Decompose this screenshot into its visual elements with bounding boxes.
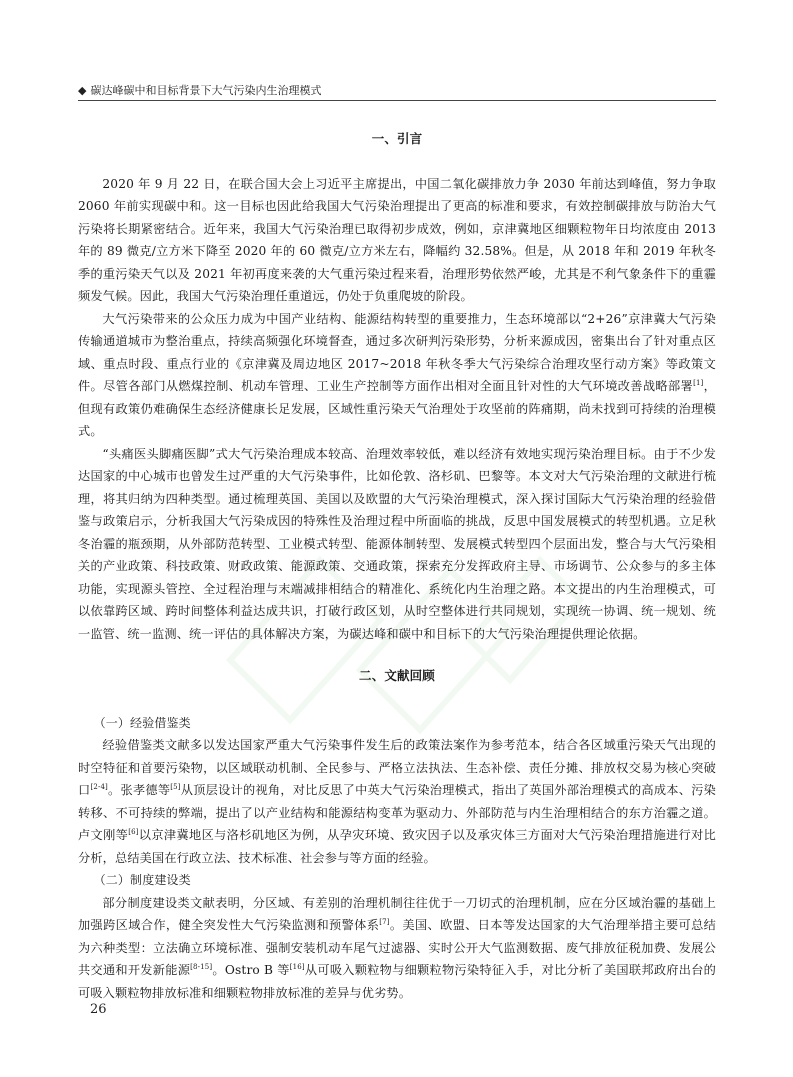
citation-ref[interactable]: [8-15] <box>190 963 213 971</box>
diamond-icon: ◆ <box>78 83 87 97</box>
page-number: 26 <box>90 1002 107 1017</box>
subsection-heading-experience: （一）经验借鉴类 <box>93 715 191 730</box>
section-heading-introduction: 一、引言 <box>371 131 423 146</box>
running-header-title: 碳达峰碳中和目标背景下大气污染内生治理模式 <box>90 84 322 97</box>
citation-ref[interactable]: [2-4] <box>90 783 108 791</box>
citation-ref[interactable]: [1] <box>693 379 704 387</box>
header-divider <box>78 100 716 101</box>
citation-ref[interactable]: [6] <box>128 828 139 836</box>
running-header <box>78 82 718 98</box>
subsection-heading-institutional: （二）制度建设类 <box>93 873 191 887</box>
review-paragraph-1: 经验借鉴类文献多以发达国家严重大气污染事件发生后的政策法案作为参考范本，结合各区域重污染天气出现的时空特征和首要污染物，以区域联动机制、全民参与、严格立法执法、生态补偿、责任分摊、排放权交易为核心突破口[2-4]。张孝德等[5]从顶层设计的视角，对比反思了中英大气污染治理模式，指出了英国外部治理模式的高成本、污染转移、不可持续的弊端，提出了以产业结构和能源结构变革为驱动力、外部防范与内生治理相结合的东方治霾之道。卢文刚等[6]以京津冀地区与洛杉矶地区为例，从孕灾环境、致灾因子以及承灾体三方面对大气污染治理措施进行对比分析，总结美国在行政立法、技术标准、社会参与等方面的经验。 <box>78 738 716 865</box>
article-body <box>78 128 716 1004</box>
intro-paragraph-1: 2020 年 9 月 22 日，在联合国大会上习近平主席提出，中国二氧化碳排放力争 2030 年前达到峰值，努力争取 2060 年前实现碳中和。这一目标也因此给我国大气污染治理提出了更高的标准和要求，有效控制碳排放与防治大气污染将长期紧密结合。近年来，我国大气污染治理已取得初步成效，例如，京津冀地区细颗粒物年日均浓度由 2013 年的 89 微克/立方米下降至 2020 年的 60 微克/立方米左右，降幅约 32.58%。但是，从 2018 年和 2019 年秋冬季的重污染天气以及 2021 年初再度来袭的大气重污染过程来看，治理形势依然严峻，尤其是不利气象条件下的重霾频发气候。因此，我国大气污染治理任重道远，仍处于负重爬坡的阶段。 <box>78 176 716 303</box>
intro-paragraph-2: 大气污染带来的公众压力成为中国产业结构、能源结构转型的重要推力，生态环境部以“2+26”京津冀大气污染传输通道城市为整治重点，持续高频强化环境督查，通过多次研判污染形势，分析来源成因，密集出台了针对重点区域、重点时段、重点行业的《京津冀及周边地区 2017~2018 年秋冬季大气污染综合治理攻坚行动方案》等政策文件。尽管各部门从燃煤控制、机动车管理、工业生产控制等方面作出相对全面且针对性的大气环境改善战略部署[1]，但现有政策仍难确保生态经济健康长足发展，区域性重污染天气治理处于攻坚前的阵痛期，尚未找到可持续的治理模式。 <box>78 311 716 438</box>
citation-ref[interactable]: [16] <box>289 963 305 971</box>
intro-paragraph-3: “头痛医头脚痛医脚”式大气污染治理成本较高、治理效率较低，难以经济有效地实现污染治理目标。由于不少发达国家的中心城市也曾发生过严重的大气污染事件，比如伦敦、洛杉矶、巴黎等。本文对大气污染治理的文献进行梳理，将其归纳为四种类型。通过梳理英国、美国以及欧盟的大气污染治理模式，深入探讨国际大气污染治理的经验借鉴与政策启示，分析我国大气污染成因的特殊性及治理过程中所面临的挑战，反思中国发展模式的转型机遇。立足秋冬治霾的瓶颈期，从外部防范转型、工业模式转型、能源体制转型、发展模式转型四个层面出发，整合与大气污染相关的产业政策、科技政策、财政政策、能源政策、交通政策，探索充分发挥政府主导、市场调节、公众参与的多主体功能，实现源头管控、全过程治理与末端减排相结合的精准化、系统化内生治理之路。本文提出的内生治理模式，可以依靠跨区域、跨时间整体利益达成共识，打破行政区划，从时空整体进行共同规划，实现统一协调、统一规划、统一监管、统一监测、统一评估的具体解决方案，为碳达峰和碳中和目标下的大气污染治理提供理论依据。 <box>78 446 716 641</box>
section-heading-literature-review: 二、文献回顾 <box>359 668 435 683</box>
citation-ref[interactable]: [7] <box>379 918 390 926</box>
review-paragraph-2: 部分制度建设类文献表明，分区域、有差别的治理机制往往优于一刀切式的治理机制，应在分区域治霾的基础上加强跨区域合作，健全突发性大气污染监测和预警体系[7]。美国、欧盟、日本等发达国家的大气治理举措主要可总结为六种类型：立法确立环境标准、强制安装机动车尾气过滤器、实时公开大气监测数据、废气排放征税加费、发展公共交通和开发新能源[8-15]。Ostro B 等[16]从可吸入颗粒物与细颗粒物污染特征入手，对比分析了美国联邦政府出台的可吸入颗粒物排放标准和细颗粒物排放标准的差异与优劣势。 <box>78 895 717 1000</box>
citation-ref[interactable]: [5] <box>170 783 181 791</box>
